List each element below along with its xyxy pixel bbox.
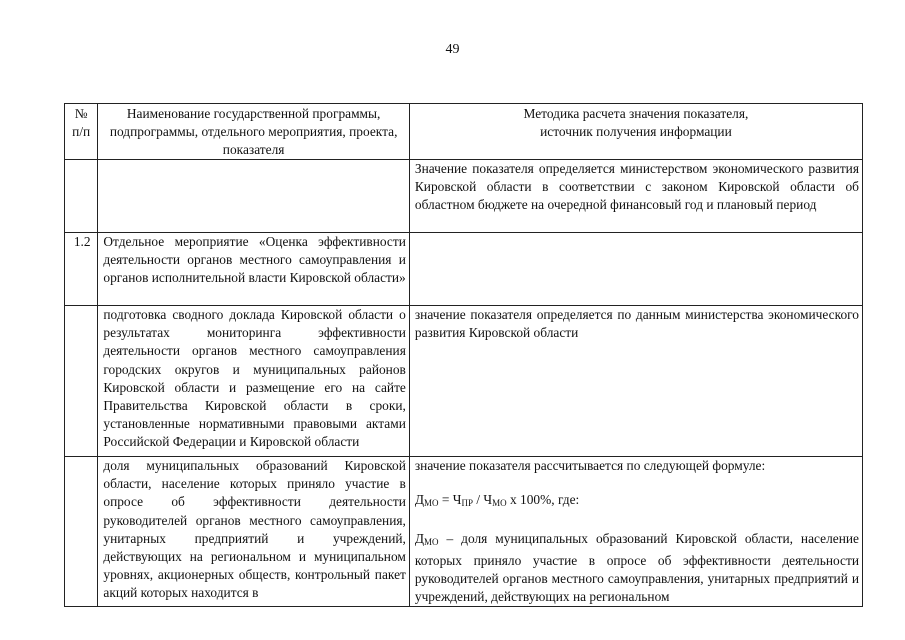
row-number [65,457,98,607]
row-method: Значение показателя определяется министерством экономического развития Кировской области в соответствии с законом Кировской области об областном бюджете на очередной финансовый год и плановый период [409,160,862,233]
header-method: Методика расчета значения показателя, источник получения информации [409,104,862,160]
row-name: Отдельное мероприятие «Оценка эффективности деятельности органов местного самоуправления и органов исполнительной власти Кировской области» [98,233,410,306]
formula-div: / Ч [473,492,493,508]
methodology-table [64,103,863,607]
formula-b-sub: МО [492,498,507,509]
header-name: Наименование государственной программы, подпрограммы, отдельного мероприятия, проекта, показателя [98,104,410,160]
row-number [65,306,98,457]
page-number: 49 [445,42,460,57]
definition-var-sub: МО [424,537,439,548]
formula-definition [415,530,859,605]
row-method [409,457,862,607]
table-row [65,233,863,306]
formula-intro: значение показателя рассчитывается по следующей формуле: [414,458,766,474]
definition-var: Д [414,531,425,547]
table-header-row [65,104,863,160]
formula-a-sub: ПР [461,498,473,509]
formula [415,491,859,512]
definition-text: – доля муниципальных образований Кировской области, население которых приняло участие в опросе об эффективности деятельности руководителей органов местного самоуправления, унитарных предприятий и учреждений, действующих на региональном [414,531,859,604]
row-name: доля муниципальных образований Кировской области, население которых приняло участие в опросе об эффективности деятельности руководителей органов местного самоуправления, унитарных предприятий и учреждений, действующих на региональном и муниципальном уровнях, акционерных обществ, контрольный пакет акций которых находится в [98,457,410,607]
header-number: № п/п [65,104,98,160]
table-row [65,457,863,607]
row-method: значение показателя определяется по данным министерства экономического развития Кировской области [409,306,862,457]
formula-tail: х 100%, где: [506,492,580,508]
row-name [98,160,410,233]
row-number [65,160,98,233]
row-method [409,233,862,306]
row-name: подготовка сводного доклада Кировской области о результатах мониторинга эффективности деятельности органов местного самоуправления городских округов и муниципальных районов Кировской области и размещение его на сайте Правительства Кировской области в сроки, установленные нормативными правовыми актами Российской Федерации и Кировской области [98,306,410,457]
formula-eq: = Ч [438,492,462,508]
row-number: 1.2 [65,233,98,306]
table-row [65,160,863,233]
formula-lhs-sub: МО [424,498,439,509]
table-row [65,306,863,457]
formula-lhs: Д [414,492,425,508]
